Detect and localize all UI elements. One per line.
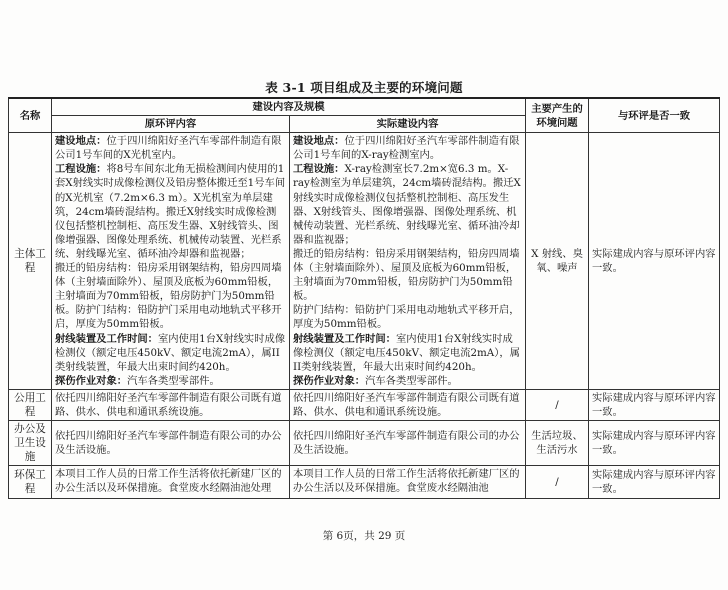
original-shield-text: 搬迁的铅房结构：铅房采用钢架结构，铅房四周墙体（主射墙面除外）、屋顶及底板为60mm铅板，主射墙面为70mm铅板，铅房防护门为50mm铅板。防护门结构：铅防护门采用电动地轨式平移开启，厚度为50mm铅板。 bbox=[55, 262, 282, 331]
public-actual-cell: 依托四川绵阳好圣汽车零部件制造有限公司既有道路、供水、供电和通讯系统设施。 bbox=[290, 389, 526, 420]
row-name-office: 办公及卫生设施 bbox=[9, 421, 52, 466]
original-target-text: 汽车各类型零部件。 bbox=[127, 374, 220, 387]
page-footer: 第 6页，共 29 页 bbox=[322, 530, 406, 542]
original-process-text: 将8号车间东北角无损检测间内使用的1套X射线实时成像检测仪及铅房整体搬迁至1号车间的X光机室（7.2m×6.3 m）。X光机室为单层建筑，24cm墙砖混结构。搬迁X射线实时成像检测仪包括整机控制柜、高压发生器、X射线管头、图像增强器、图像处理系统、机械传动装置、光栏系统、射线曝光室、循环油冷却器和监视器； bbox=[55, 163, 286, 260]
actual-process-text: X-ray检测室长7.2m×宽6.3 m。X-ray检测室为单层建筑，24cm墙砖混结构。搬迁X射线实时成像检测仪包括整机控制柜、高压发生器、X射线管头、图像增强器、图像处理系统、机械传动装置、光栏系统、射线曝光室、循环油冷却器和监视器； bbox=[293, 163, 521, 246]
env-original-cell bbox=[52, 466, 290, 499]
main-consistency-cell: 实际建成内容与原环评内容一致。 bbox=[589, 133, 720, 390]
actual-process-label: 工程设施： bbox=[293, 163, 345, 176]
table-title: 表 3-1 项目组成及主要的环境问题 bbox=[265, 80, 463, 95]
row-name-main: 主体工程 bbox=[9, 133, 52, 390]
table-row-env bbox=[9, 466, 720, 499]
office-consistency-cell: 实际建成内容与原环评内容一致。 bbox=[589, 421, 720, 466]
main-original-cell bbox=[52, 133, 290, 390]
actual-target-text: 汽车各类型零部件。 bbox=[365, 374, 458, 387]
table-row-public bbox=[9, 389, 720, 420]
row-name-public: 公用工程 bbox=[9, 389, 52, 420]
actual-location-text: 位于四川绵阳好圣汽车零部件制造有限公司1号车间的X-ray检测室内。 bbox=[293, 135, 520, 162]
actual-device-label: 射线装置及工作时间： bbox=[293, 332, 396, 345]
actual-door-text: 防护门结构：铅防护门采用电动地轨式平移开启，厚度为50mm铅板。 bbox=[293, 304, 520, 331]
header-content-scale: 建设内容及规模 bbox=[52, 98, 526, 116]
env-original-text: 本项目工作人员的日常工作生活将依托新建厂区的办公生活以及环保措施。食堂废水经隔油池处理 bbox=[55, 468, 282, 495]
public-consistency-cell: 实际建成内容与原环评内容一致。 bbox=[589, 389, 720, 420]
env-actual-cell bbox=[290, 466, 526, 499]
env-consistency-cell: 实际建成内容与原环评内容一致。 bbox=[589, 466, 720, 499]
original-location-text: 位于四川绵阳好圣汽车零部件制造有限公司1号车间的X光机室内。 bbox=[55, 135, 282, 162]
original-device-text: 室内使用1台X射线实时成像检测仪（额定电压450kV、额定电流2mA），属II类射线装置，年最大出束时间约420h。 bbox=[55, 332, 286, 373]
header-row-1 bbox=[9, 98, 720, 116]
header-name: 名称 bbox=[9, 98, 52, 133]
actual-location-label: 建设地点： bbox=[293, 135, 345, 148]
original-target-label: 探伤作业对象： bbox=[55, 374, 128, 387]
actual-shield-text: 搬迁的铅房结构：铅房采用钢架结构，铅房四周墙体（主射墙面除外）、屋顶及底板为60mm铅板，主射墙面为70mm铅板，铅房防护门为50mm铅板。 bbox=[293, 247, 520, 303]
table-row-main bbox=[9, 133, 720, 390]
office-issue-cell: 生活垃圾、生活污水 bbox=[526, 421, 589, 466]
header-original: 原环评内容 bbox=[52, 116, 290, 133]
header-consistency: 与环评是否一致 bbox=[589, 98, 720, 133]
original-device-label: 射线装置及工作时间： bbox=[55, 332, 158, 345]
actual-device-text: 室内使用1台X射线实时成像检测仪（额定电压450kV、额定电流2mA），属II类射线装置，年最大出束时间约420h。 bbox=[293, 332, 520, 373]
project-composition-table bbox=[8, 97, 720, 499]
header-actual: 实际建设内容 bbox=[290, 116, 526, 133]
public-issue-cell: / bbox=[526, 389, 589, 420]
row-name-env: 环保工程 bbox=[9, 466, 52, 499]
public-original-cell: 依托四川绵阳好圣汽车零部件制造有限公司既有道路、供水、供电和通讯系统设施。 bbox=[52, 389, 290, 420]
original-location-label: 建设地点： bbox=[55, 135, 107, 148]
main-actual-cell bbox=[290, 133, 526, 390]
env-actual-text: 本项目工作人员的日常工作生活将依托新建厂区的办公生活以及环保措施。食堂废水经隔油池 bbox=[293, 468, 520, 495]
env-issue-cell: / bbox=[526, 466, 589, 499]
table-row-office bbox=[9, 421, 720, 466]
header-main-issue: 主要产生的环境问题 bbox=[526, 98, 589, 133]
office-original-cell: 依托四川绵阳好圣汽车零部件制造有限公司的办公及生活设施。 bbox=[52, 421, 290, 466]
office-actual-cell: 依托四川绵阳好圣汽车零部件制造有限公司的办公及生活设施。 bbox=[290, 421, 526, 466]
actual-target-label: 探伤作业对象： bbox=[293, 374, 366, 387]
main-issue-cell: X 射线、臭氧、噪声 bbox=[526, 133, 589, 390]
original-process-label: 工程设施： bbox=[55, 163, 107, 176]
